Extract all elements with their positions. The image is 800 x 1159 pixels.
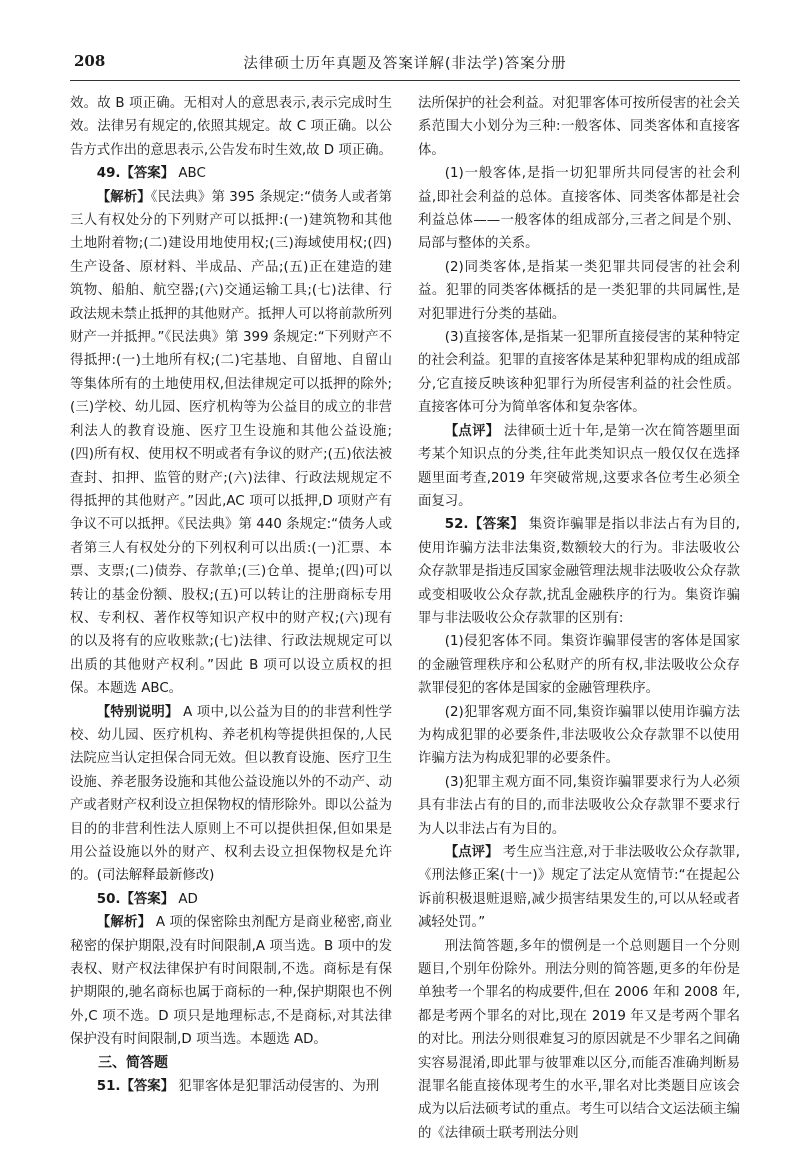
explanation-label: 【解析】 [96, 915, 152, 931]
question-51-continuation: 法所保护的社会利益。对犯罪客体可按所侵害的社会关系范围大小划分为三种:一般客体、同类客体和直接客体。 [418, 96, 740, 158]
comment-label: 【点评】 [444, 845, 499, 860]
running-title: 法律硕士历年真题及答案详解(非法学)答案分册 [243, 56, 567, 72]
question-49-special-note [70, 701, 392, 888]
answer-label: 52.【答案】 [444, 517, 525, 533]
question-52-answer [418, 513, 740, 630]
answer-text: 犯罪客体是犯罪活动侵害的、为刑 [174, 1079, 380, 1095]
closing-paragraph: 刑法简答题,多年的惯例是一个总则题目一个分则题目,个别年份除外。刑法分则的简答题,更多的年份是单独考一个罪名的构成要件,但在 2006 年和 2008 年,都是考两个罪名的对比,现在 2019 年又是考两个罪名的对比。刑法分则很难复习的原因就是不少罪名之间确实容易混淆,即此罪与彼罪难以区分,而能否准确判断易混罪名能直接体现考生的水平,罪名对比类题目应该会成为以后法硕考试的重点。考生可以结合文运法硕主编的《法律硕士联考刑法分则 [418, 938, 740, 1141]
question-49-explanation [70, 186, 392, 701]
class-object-paragraph: (2)同类客体,是指某一类犯罪共同侵害的社会利益。犯罪的同类客体概括的是一类犯罪的共同属性,是对犯罪进行分类的基础。 [418, 259, 740, 322]
answer-value: AD [174, 891, 198, 907]
left-column [70, 92, 392, 1152]
comment-text: 法律硕士近十年,是第一次在简答题里面考某个知识点的分类,往年此类知识点一般仅仅在选择题里面考查,2019 年突破常规,这要求各位考生必须全面复习。 [418, 423, 740, 509]
special-note-label: 【特别说明】 [96, 704, 179, 720]
object-difference-paragraph: (1)侵犯客体不同。集资诈骗罪侵害的客体是国家的金融管理秩序和公私财产的所有权,非法吸收公众存款罪侵犯的客体是国家的金融管理秩序。 [418, 634, 740, 697]
explanation-text: 《民法典》第 395 条规定:“债务人或者第三人有权处分的下列财产可以抵押:(一)建筑物和其他土地附着物;(二)建设用地使用权;(三)海域使用权;(四)生产设备、原材料、半成品、产品;(五)正在建造的建筑物、船舶、航空器;(六)交通运输工具;(七)法律、行政法规未禁止抵押的其他财产。抵押人可以将前款所列财产一并抵押。”《民法典》第 399 条规定:“下列财产不得抵押:(一)土地所有权;(二)宅基地、自留地、自留山等集体所有的土地使用权,但法律规定可以抵押的除外;(三)学校、幼儿园、医疗机构等为公益目的成立的非营利法人的教育设施、医疗卫生设施和其他公益设施;(四)所有权、使用权不明或者有争议的财产;(五)依法被查封、扣押、监管的财产;(六)法律、行政法规规定不得抵押的其他财产。”因此,AC 项可以抵押,D 项财产有争议不可以抵押。《民法典》第 440 条规定:“债务人或者第三人有权处分的下列权利可以出质:(一)汇票、本票、支票;(二)债券、存款单;(三)仓单、提单;(四)可以转让的基金份额、股权;(五)可以转让的注册商标专用权、专利权、著作权等知识产权中的财产权;(六)现有的以及将有的应收账款;(七)法律、行政法规规定可以出质的其他财产权利。”因此 B 项可以设立质权的担保。本题选 ABC。 [70, 189, 392, 697]
paragraph-continuation: 效。故 B 项正确。无相对人的意思表示,表示完成时生效。法律另有规定的,依照其规定。故 C 项正确。以公告方式作出的意思表示,公告发布时生效,故 D 项正确。 [70, 96, 392, 158]
answer-label: 49.【答案】 [96, 166, 175, 182]
question-49-answer [70, 162, 392, 185]
question-51-comment [418, 420, 740, 514]
question-50-answer [70, 888, 392, 911]
explanation-text: A 项的保密除虫剂配方是商业秘密,商业秘密的保护期限,没有时间限制,A 项当选。B 项中的发表权、财产权法律保护有时间限制,不选。商标是有保护期限的,驰名商标也属于商标的一种,保护期限也不例外,C 项不选。D 项只是地理标志,不是商标,对其法律保护没有时间限制,D 项当选。本题选 AD。 [70, 915, 392, 1048]
answer-label: 50.【答案】 [96, 891, 175, 907]
header-rule [70, 80, 740, 81]
subjective-aspect-paragraph: (3)犯罪主观方面不同,集资诈骗罪要求行为人必须具有非法占有的目的,而非法吸收公众存款罪不要求行为人以非法占有为目的。 [418, 774, 740, 837]
question-50-explanation [70, 911, 392, 1051]
right-column [418, 92, 740, 1152]
section-heading: 三、简答题 [98, 1054, 168, 1071]
answer-text: 集资诈骗罪是指以非法占有为目的,使用诈骗方法非法集资,数额较大的行为。非法吸收公众存款罪是指违反国家金融管理法规非法吸收公众存款或变相吸收公众存款,扰乱金融秩序的行为。集资诈骗罪与非法吸收公众存款罪的区别有: [418, 517, 740, 626]
special-note-text: A 项中,以公益为目的的非营利性学校、幼儿园、医疗机构、养老机构等提供担保的,人民法院应当认定担保合同无效。但以教育设施、医疗卫生设施、养老服务设施和其他公益设施以外的不动产、动产或者财产权利设立担保物权的情形除外。即以公益为目的的非营利性法人原则上不可以提供担保,但如果是用公益设施以外的财产、权利去设立担保物权是允许的。(司法解释最新修改) [70, 704, 392, 884]
answer-value: ABC [174, 166, 206, 182]
question-51-answer-start [70, 1075, 392, 1098]
page-header [70, 0, 740, 84]
comment-text: 考生应当注意,对于非法吸收公众存款罪,《刑法修正案(十一)》规定了法定从宽情节:“在提起公诉前积极退赃退赔,减少损害结果发生的,可以从轻或者减轻处罚。” [418, 845, 740, 931]
question-52-comment [418, 841, 740, 935]
comment-label: 【点评】 [444, 423, 500, 439]
page-number: 208 [74, 52, 106, 70]
explanation-label: 【解析】 [96, 189, 151, 205]
answer-label: 51.【答案】 [96, 1079, 175, 1095]
objective-aspect-paragraph: (2)犯罪客观方面不同,集资诈骗罪以使用诈骗方法为构成犯罪的必要条件,非法吸收公众存款罪不以使用诈骗方法为构成犯罪的必要条件。 [418, 704, 740, 767]
direct-object-paragraph: (3)直接客体,是指某一犯罪所直接侵害的某种特定的社会利益。犯罪的直接客体是某种犯罪构成的组成部分,它直接反映该种犯罪行为所侵害利益的社会性质。直接客体可分为简单客体和复杂客体。 [418, 330, 740, 416]
general-object-paragraph: (1)一般客体,是指一切犯罪所共同侵害的社会利益,即社会利益的总体。直接客体、同类客体都是社会利益总体——一般客体的组成部分,三者之间是个别、局部与整体的关系。 [418, 166, 740, 252]
